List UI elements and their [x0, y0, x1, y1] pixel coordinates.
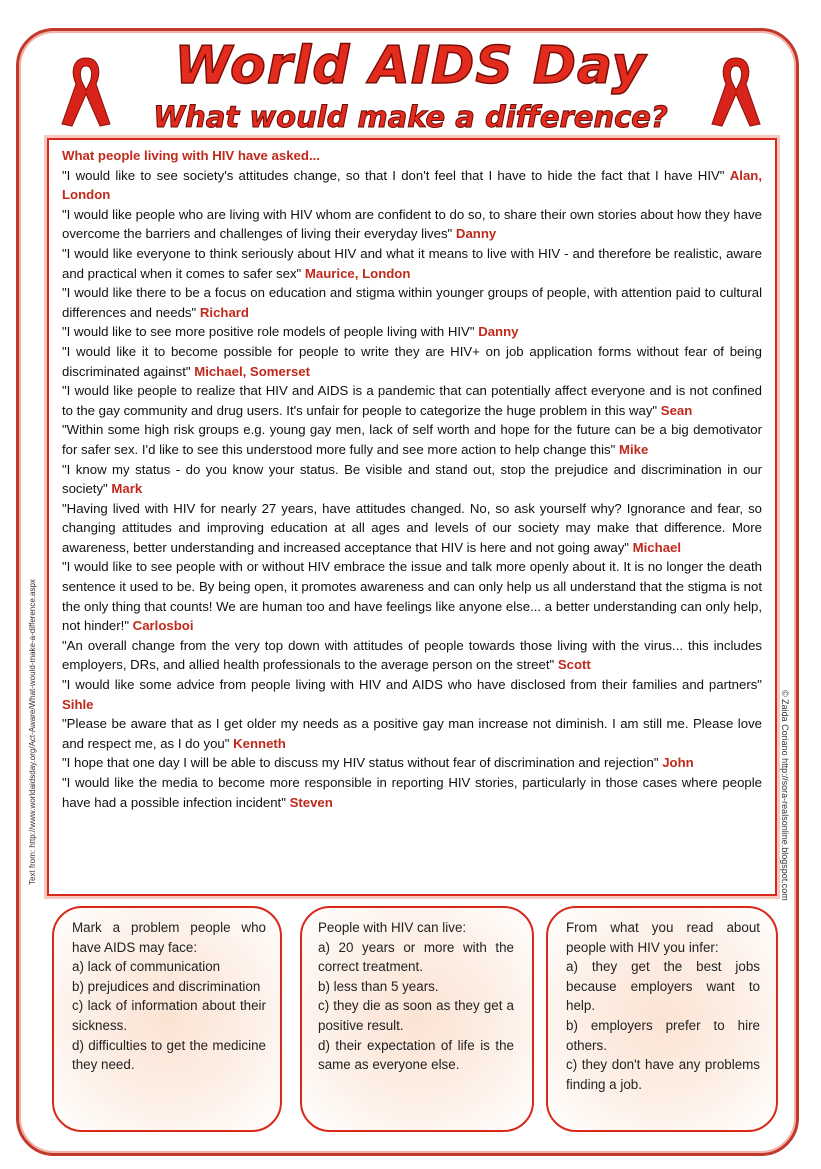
quote-author: Michael, Somerset	[194, 363, 311, 379]
quote-author: Sihle	[62, 696, 94, 712]
quote-item	[62, 636, 762, 675]
source-note: Text from: http://www.worldaidsday.org/Act-Aware/What-would-make-a-difference.aspx	[28, 579, 37, 885]
quote-text: "An overall change from the very top down with attitudes of people towards those living with the virus... this includes employers, DRs, and allied health professionals to the average person on the street"	[62, 637, 762, 673]
quote-author: Michael	[632, 539, 682, 555]
question-text	[566, 918, 760, 1094]
page-subtitle: What would make a difference?	[153, 100, 668, 134]
quote-item	[62, 675, 762, 714]
question-box-2	[300, 906, 534, 1132]
quote-text: "I would like the media to become more responsible in reporting HIV stories, particularly in those cases where people have had a possible infection incident"	[62, 775, 762, 810]
page-title: World AIDS Day	[174, 36, 647, 96]
quote-text: "Having lived with HIV for nearly 27 years, have attitudes changed. No, so ask yourself why? Ignorance and fear, so changing attitudes and improving education at all ages and levels of our society may make that difference. More awareness, better understanding and increased acceptance that HIV is here and not going away"	[62, 500, 762, 555]
answer-option[interactable]: c) lack of information about their sickness.	[72, 998, 266, 1033]
quote-author: Richard	[199, 304, 249, 320]
answer-option[interactable]: d) their expectation of life is the same as everyone else.	[318, 1037, 514, 1073]
quotes-intro: What people living with HIV have asked...	[62, 148, 320, 163]
question-text	[72, 918, 266, 1075]
quote-item	[62, 460, 762, 499]
quote-author: Steven	[289, 794, 333, 810]
answer-option[interactable]: a) 20 years or more with the correct treatment.	[318, 939, 514, 975]
quote-text: "I would like to see society's attitudes change, so that I don't feel that I have to hide the fact that I have HIV"	[62, 167, 725, 183]
question-stem: Mark a problem people who have AIDS may face:	[72, 920, 266, 955]
quote-item	[62, 244, 762, 283]
quote-author: Maurice, London	[304, 265, 411, 281]
quote-item	[62, 283, 762, 322]
quote-item	[62, 381, 762, 420]
quote-author: Scott	[557, 657, 591, 673]
quote-author: Alan, London	[62, 167, 762, 203]
quote-author: Sean	[660, 402, 693, 418]
answer-option[interactable]: a) they get the best jobs because employers want to help.	[566, 959, 760, 1014]
answer-option[interactable]: b) prejudices and discrimination	[72, 978, 261, 994]
question-text	[318, 918, 514, 1075]
answer-option[interactable]: c) they don't have any problems finding a job.	[566, 1057, 760, 1092]
quote-text: "I would like it to become possible for people to write they are HIV+ on job application forms without fear of being discriminated against"	[62, 343, 762, 379]
quote-author: Kenneth	[233, 735, 286, 751]
quote-item	[62, 714, 762, 753]
quote-item	[62, 420, 762, 459]
quote-text: "I would like people to realize that HIV and AIDS is a pandemic that can potentially affect everyone and is not confined to the gay community and drug users. It's unfair for people to categorize the huge problem in this way"	[62, 383, 762, 418]
quote-text: "I would like some advice from people living with HIV and AIDS who have disclosed from their families and partners"	[62, 677, 762, 693]
quote-author: Mike	[619, 441, 649, 457]
answer-option[interactable]: d) difficulties to get the medicine they need.	[72, 1037, 266, 1073]
quote-text: "I would like people who are living with HIV whom are confident to do so, to share their own stories about how they have overcome the barriers and challenges of living their everyday lives"	[62, 206, 762, 242]
quote-text: "Within some high risk groups e.g. young gay men, lack of self worth and hope for the future can be a big demotivator for safer sex. I'd like to see this understood more fully and see more action to help change this"	[62, 422, 762, 457]
quote-text: "I would like there to be a focus on education and stigma within younger groups of people, with attention paid to cultural differences and needs"	[62, 285, 762, 320]
quote-author: Danny	[478, 324, 519, 340]
quote-author: Mark	[111, 481, 143, 497]
answer-option[interactable]: b) less than 5 years.	[318, 978, 439, 994]
question-stem: People with HIV can live:	[318, 920, 467, 935]
quote-text: "I would like everyone to think seriously about HIV and what it means to live with HIV - and therefore be realistic, aware and practical when it comes to safer sex"	[62, 245, 762, 281]
quote-text: "I would like to see more positive role models of people living with HIV"	[62, 324, 475, 340]
quote-author: Danny	[455, 226, 497, 242]
answer-option[interactable]: b) employers prefer to hire others.	[566, 1017, 760, 1053]
copyright-note: © Zaida Coriano http://sora-realsonline.blogspot.com	[780, 690, 790, 901]
question-box-1	[52, 906, 282, 1132]
question-stem: From what you read about people with HIV you infer:	[566, 920, 760, 955]
quote-author: John	[662, 755, 694, 771]
answer-option[interactable]: c) they die as soon as they get a positive result.	[318, 998, 514, 1033]
quote-text: "Please be aware that as I get older my needs as a positive gay man increase not diminish. I am still me. Please love and respect me, as I do you"	[62, 716, 762, 751]
quote-item	[62, 205, 762, 244]
quote-item	[62, 499, 762, 558]
quote-item	[62, 342, 762, 381]
quote-text: "I know my status - do you know your status. Be visible and stand out, stop the prejudice and discrimination in our society"	[62, 461, 762, 497]
quote-item	[62, 773, 762, 812]
quotes-list	[62, 146, 762, 812]
quote-item	[62, 557, 762, 635]
question-box-3	[546, 906, 778, 1132]
answer-option[interactable]: a) lack of communication	[72, 959, 221, 975]
quote-text: "I hope that one day I will be able to discuss my HIV status without fear of discrimination and rejection"	[62, 755, 659, 771]
quote-item	[62, 753, 762, 773]
quote-author: Carlosboi	[132, 618, 194, 634]
quote-item	[62, 166, 762, 205]
quote-text: "I would like to see people with or without HIV embrace the issue and talk more openly about it. It is no longer the death sentence it used to be. By being open, it promotes awareness and can only help us all understand that the stigma is not the only thing that counts! We are human too and have feelings like anyone else... a better understanding can only help, not hinder!"	[62, 559, 762, 634]
quote-item	[62, 322, 762, 342]
